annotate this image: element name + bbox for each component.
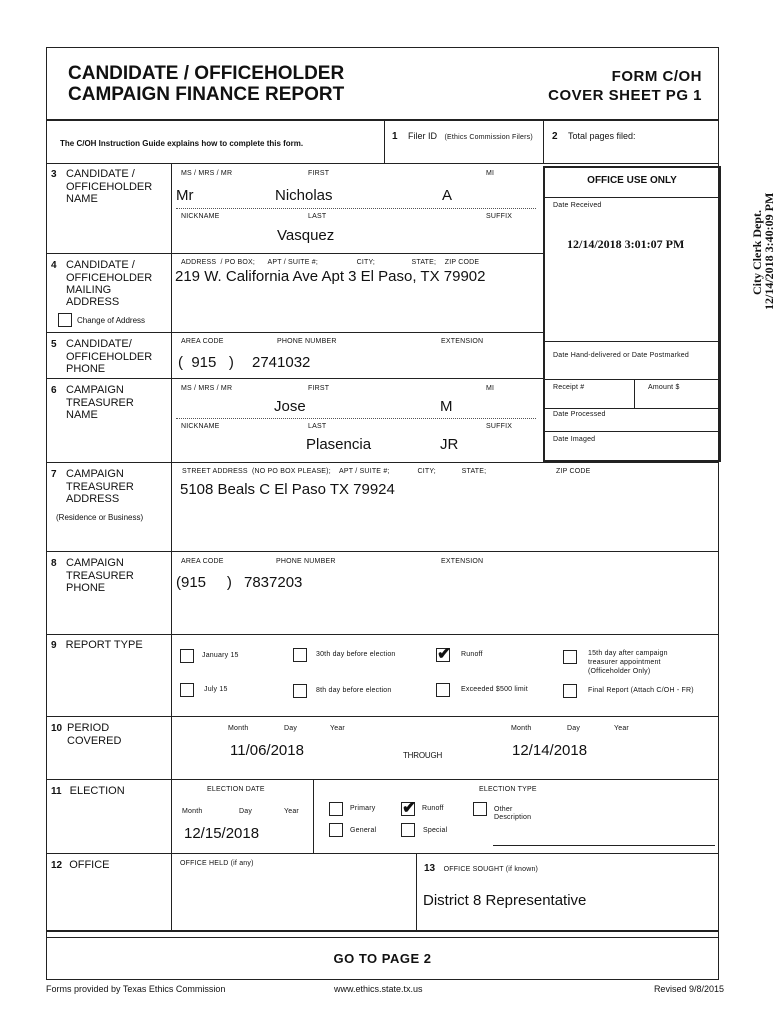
sec3-label: 3 CANDIDATE / OFFICEHOLDER NAME [51,168,153,205]
divider [171,164,172,930]
sec10-label: 10 PERIOD COVERED [51,722,122,747]
final-report-checkbox[interactable] [563,684,577,698]
divider [493,845,715,846]
other-label: Other Description [494,806,532,821]
received-stamp: 12/14/2018 3:01:07 PM [567,237,685,251]
amount-label: Amount $ [648,384,680,391]
divider [545,379,719,380]
election-type-label: ELECTION TYPE [479,786,537,793]
hand-delivered-label: Date Hand-delivered or Date Postmarked [553,352,689,359]
through-label: THROUGH [403,751,443,760]
divider [46,716,719,717]
election-year-label: Year [284,808,299,815]
runoff-report-checkmark: ✔ [437,644,452,663]
sec5-label: 5 CANDIDATE/ OFFICEHOLDER PHONE [51,338,153,375]
period-to[interactable]: 12/14/2018 [512,742,588,759]
form-id: FORM C/OH [611,68,702,85]
divider [46,551,719,552]
candidate-title[interactable]: Mr [176,187,194,204]
cover-sheet-label: COVER SHEET PG 1 [548,87,702,104]
sec6-suffix-field: SUFFIX [486,423,513,430]
divider [176,208,536,209]
period-from[interactable]: 11/06/2018 [230,742,304,759]
office-held-label: OFFICE HELD (if any) [180,860,254,867]
sec8-label: 8 CAMPAIGN TREASURER PHONE [51,557,134,594]
divider [46,779,719,780]
sec7-sub-label: (Residence or Business) [56,513,144,522]
to-day-label: Day [567,725,581,732]
exceeded-checkbox[interactable] [436,683,450,697]
runoff-report-label: Runoff [461,651,483,658]
sec8-area-field: AREA CODE [181,558,224,565]
exceeded-label: Exceeded $500 limit [461,686,528,693]
sec7-label: 7 CAMPAIGN TREASURER ADDRESS [51,468,134,505]
treasurer-first-name[interactable]: Jose [274,398,306,415]
sec3-nickname-field: NICKNAME [181,213,220,220]
sec3-last-field: LAST [308,213,327,220]
divider [46,378,543,379]
july15-checkbox[interactable] [180,683,194,697]
sec9-label: 9 REPORT TYPE [51,639,143,651]
special-label: Special [423,827,448,834]
divider [545,197,719,198]
go-to-page-2: GO TO PAGE 2 [333,951,432,966]
sec5-phone-field: PHONE NUMBER [277,338,337,345]
sec3-first-field: FIRST [308,170,330,177]
divider [46,332,543,333]
general-checkbox[interactable] [329,823,343,837]
office-use-title: OFFICE USE ONLY [587,175,677,186]
divider [46,462,719,463]
sec6-title-field: MS / MRS / MR [181,385,233,392]
candidate-address[interactable]: 219 W. California Ave Apt 3 El Paso, TX 79902 [175,268,486,285]
divider [313,780,314,853]
candidate-last-name[interactable]: Vasquez [277,227,335,244]
sec7-zip-field: ZIP CODE [556,468,591,475]
footer-revised: Revised 9/8/2015 [653,984,724,994]
primary-label: Primary [350,805,376,812]
runoff-election-label: Runoff [422,805,444,812]
from-day-label: Day [284,725,298,732]
divider [46,163,719,164]
candidate-area-code[interactable]: ( 915 ) [178,354,234,371]
clerk-stamp-line2: 12/14/2018 3:40:09 PM [762,192,776,310]
days30-label: 30th day before election [316,651,396,658]
sec8-ext-field: EXTENSION [441,558,484,565]
from-year-label: Year [330,725,345,732]
footer-left: Forms provided by Texas Ethics Commission [46,984,226,994]
to-month-label: Month [511,725,532,732]
receipt-label: Receipt # [553,384,585,391]
divider [46,853,719,854]
election-date-label: ELECTION DATE [207,786,265,793]
treasurer-phone[interactable]: 7837203 [244,574,303,591]
date-processed-label: Date Processed [553,411,606,418]
sec4-label: 4 CANDIDATE / OFFICEHOLDER MAILING ADDRESS [51,259,153,308]
treasurer-address[interactable]: 5108 Beals C El Paso TX 79924 [180,481,395,498]
divider [46,119,719,121]
divider [634,379,635,408]
day15-label: 15th day after campaign treasurer appointment (Officeholder Only) [588,650,668,675]
sec3-title-field: MS / MRS / MR [181,170,233,177]
divider [543,120,544,163]
final-report-label: Final Report (Attach C/OH - FR) [588,687,694,694]
sec12-label: 12 OFFICE [51,859,110,871]
clerk-stamp-line1: City Clerk Dept. [750,210,764,295]
jan15-checkbox[interactable] [180,649,194,663]
treasurer-area-code[interactable]: (915 ) [176,574,232,591]
days30-checkbox[interactable] [293,648,307,662]
sec11-label: 11 ELECTION [51,785,125,797]
sec4-fields: ADDRESS / PO BOX; APT / SUITE #; CITY; STATE; ZIP CODE [181,259,480,266]
divider [46,253,543,254]
sec3-mi-field: MI [486,170,495,177]
candidate-mi[interactable]: A [442,187,453,204]
instruction-text: The C/OH Instruction Guide explains how to complete this form. [60,139,304,148]
runoff-election-checkmark: ✔ [402,798,417,817]
change-of-address-checkbox[interactable] [58,313,72,327]
divider [46,634,719,635]
election-month-label: Month [182,808,203,815]
sec8-phone-field: PHONE NUMBER [276,558,336,565]
other-checkbox[interactable] [473,802,487,816]
form-title-line2: CAMPAIGN FINANCE REPORT [68,84,345,105]
primary-checkbox[interactable] [329,802,343,816]
days8-checkbox[interactable] [293,684,307,698]
total-pages-label: 2 Total pages filed: [552,131,636,142]
divider [46,937,719,938]
from-month-label: Month [228,725,249,732]
jan15-label: January 15 [202,652,239,659]
election-day-label: Day [239,808,253,815]
date-imaged-label: Date Imaged [553,436,596,443]
special-checkbox[interactable] [401,823,415,837]
to-year-label: Year [614,725,629,732]
sec5-ext-field: EXTENSION [441,338,484,345]
candidate-first-name[interactable]: Nicholas [275,187,333,204]
divider [545,431,719,432]
change-of-address-label: Change of Address [77,316,146,325]
treasurer-last-name[interactable]: Plasencia [306,436,372,453]
form-id-block [548,67,702,105]
candidate-phone[interactable]: 2741032 [252,354,311,371]
office-sought[interactable]: District 8 Representative [423,892,587,909]
sec7-fields: STREET ADDRESS (NO PO BOX PLEASE); APT / SUITE #; CITY; STATE; [182,468,487,475]
treasurer-suffix[interactable]: JR [440,436,459,453]
sec6-last-field: LAST [308,423,327,430]
divider [545,341,719,342]
divider [384,120,385,163]
divider [176,418,536,419]
sec6-mi-field: MI [486,385,495,392]
days8-label: 8th day before election [316,687,392,694]
day15-checkbox[interactable] [563,650,577,664]
footer-url[interactable]: www.ethics.state.tx.us [334,984,423,994]
sec6-first-field: FIRST [308,385,330,392]
election-date[interactable]: 12/15/2018 [184,825,260,842]
divider [545,408,719,409]
sec6-nickname-field: NICKNAME [181,423,220,430]
general-label: General [350,827,377,834]
sec6-label: 6 CAMPAIGN TREASURER NAME [51,384,134,421]
july15-label: July 15 [204,686,228,693]
divider [416,854,417,930]
office-sought-label: 13 OFFICE SOUGHT (if known) [424,863,539,874]
treasurer-mi[interactable]: M [440,398,453,415]
divider [46,930,719,932]
date-received-label: Date Received [553,202,602,209]
filer-id-label: 1 Filer ID (Ethics Commission Filers) [392,131,533,142]
form-title-line1: CANDIDATE / OFFICEHOLDER [68,63,345,84]
sec3-suffix-field: SUFFIX [486,213,513,220]
sec5-area-field: AREA CODE [181,338,224,345]
form-title [68,63,344,105]
